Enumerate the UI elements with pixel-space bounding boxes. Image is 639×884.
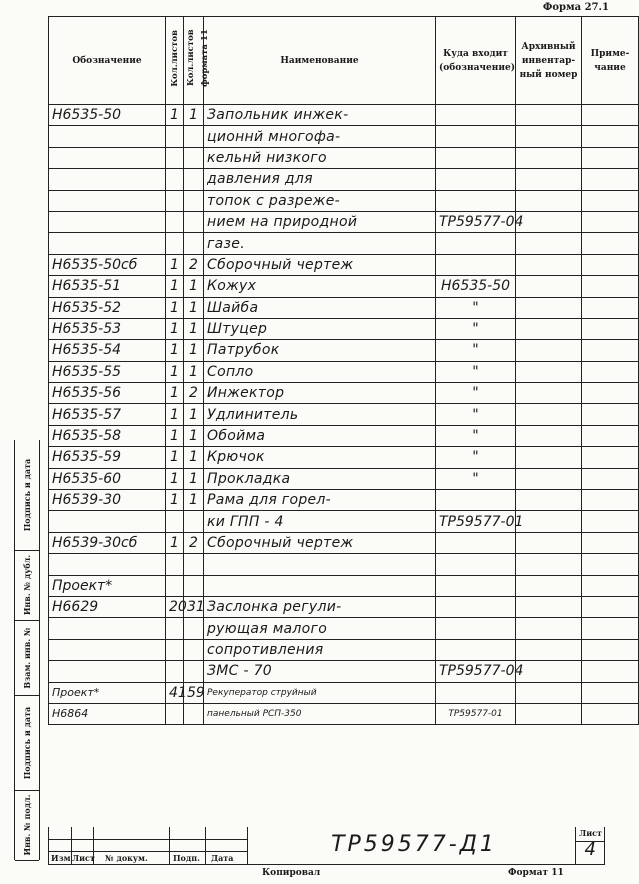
cell-designation: H6535-59: [49, 447, 166, 468]
cell-name: Штуцер: [204, 318, 436, 339]
cell-designation: [49, 169, 166, 190]
cell-sheets: [166, 147, 184, 168]
cell-format11: 2: [184, 532, 204, 553]
cell-sheets: 1: [166, 404, 184, 425]
cell-where-used: [436, 233, 516, 254]
cell-format11: [184, 511, 204, 532]
cell-archive-no: [516, 532, 582, 553]
cell-sheets: [166, 661, 184, 682]
stamp-list-label: Лист: [72, 853, 95, 863]
sheet-label: Лист: [579, 828, 602, 838]
cell-note: [582, 254, 639, 275]
cell-note: [582, 404, 639, 425]
cell-designation: [49, 554, 166, 575]
cell-note: [582, 682, 639, 703]
header-format11-count: Кол.листов формата 11: [184, 17, 204, 105]
cell-where-used: ": [436, 447, 516, 468]
cell-designation: H6535-53: [49, 318, 166, 339]
sidebar-inv-dup: Инв. № дубл.: [15, 550, 39, 621]
cell-where-used: [436, 254, 516, 275]
cell-sheets: [166, 639, 184, 660]
cell-archive-no: [516, 596, 582, 617]
cell-format11: [184, 661, 204, 682]
cell-sheets: [166, 211, 184, 232]
cell-designation: H6539-30: [49, 490, 166, 511]
cell-archive-no: [516, 425, 582, 446]
cell-designation: H6535-54: [49, 340, 166, 361]
cell-format11: 2: [184, 383, 204, 404]
cell-where-used: [436, 190, 516, 211]
cell-archive-no: [516, 511, 582, 532]
table-row: [49, 340, 639, 361]
cell-where-used: [436, 169, 516, 190]
cell-name: ки ГПП - 4: [204, 511, 436, 532]
cell-name: панельный РСП-350: [204, 703, 436, 724]
cell-name: Запольник инжек-: [204, 105, 436, 126]
table-row: [49, 297, 639, 318]
cell-designation: H6864: [49, 703, 166, 724]
cell-where-used: [436, 618, 516, 639]
cell-where-used: [436, 575, 516, 596]
cell-name: нием на природной: [204, 211, 436, 232]
cell-designation: [49, 211, 166, 232]
cell-sheets: [166, 169, 184, 190]
cell-name: сопротивления: [204, 639, 436, 660]
stamp-doc-no-label: № докум.: [105, 853, 148, 863]
cell-archive-no: [516, 276, 582, 297]
cell-sheets: 1: [166, 361, 184, 382]
cell-archive-no: [516, 211, 582, 232]
cell-where-used: [436, 682, 516, 703]
cell-format11: 1: [184, 425, 204, 446]
cell-archive-no: [516, 554, 582, 575]
left-margin-stamp: [14, 440, 40, 860]
cell-format11: 1: [184, 318, 204, 339]
cell-archive-no: [516, 254, 582, 275]
table-row: [49, 490, 639, 511]
table-row: [49, 468, 639, 489]
cell-designation: [49, 511, 166, 532]
cell-name: давления для: [204, 169, 436, 190]
cell-where-used: ": [436, 297, 516, 318]
cell-where-used: ": [436, 404, 516, 425]
table-row: [49, 532, 639, 553]
cell-note: [582, 147, 639, 168]
cell-note: [582, 105, 639, 126]
stamp-sign-label: Подп.: [173, 853, 200, 863]
cell-archive-no: [516, 297, 582, 318]
cell-sheets: [166, 126, 184, 147]
cell-where-used: ": [436, 361, 516, 382]
cell-designation: H6535-55: [49, 361, 166, 382]
cell-name: Сопло: [204, 361, 436, 382]
header-archive-no: Архивный инвентар-ный номер: [516, 17, 582, 105]
cell-note: [582, 425, 639, 446]
table-row: [49, 361, 639, 382]
cell-format11: [184, 554, 204, 575]
table-row: [49, 596, 639, 617]
cell-sheets: [166, 575, 184, 596]
cell-sheets: [166, 190, 184, 211]
table-row: [49, 447, 639, 468]
cell-note: [582, 340, 639, 361]
title-block: [48, 827, 605, 865]
cell-name: Шайба: [204, 297, 436, 318]
cell-designation: [49, 639, 166, 660]
cell-archive-no: [516, 575, 582, 596]
cell-where-used: [436, 126, 516, 147]
cell-where-used: [436, 532, 516, 553]
cell-note: [582, 447, 639, 468]
cell-where-used: [436, 147, 516, 168]
cell-where-used: [436, 596, 516, 617]
header-designation: Обозначение: [49, 17, 166, 105]
sidebar-inv-orig: Инв. № подл.: [15, 790, 39, 861]
cell-format11: [184, 190, 204, 211]
cell-format11: [184, 618, 204, 639]
cell-designation: [49, 661, 166, 682]
cell-designation: H6535-56: [49, 383, 166, 404]
cell-name: [204, 554, 436, 575]
cell-note: [582, 639, 639, 660]
cell-format11: 2: [184, 254, 204, 275]
cell-format11: 1: [184, 297, 204, 318]
table-row: [49, 276, 639, 297]
cell-archive-no: [516, 639, 582, 660]
cell-sheets: [166, 233, 184, 254]
cell-archive-no: [516, 661, 582, 682]
cell-name: рующая малого: [204, 618, 436, 639]
stamp-izm-label: Изм: [51, 853, 71, 863]
cell-format11: 1: [184, 276, 204, 297]
table-row: [49, 575, 639, 596]
cell-archive-no: [516, 361, 582, 382]
cell-where-used: ": [436, 383, 516, 404]
cell-sheets: 1: [166, 340, 184, 361]
cell-note: [582, 361, 639, 382]
cell-designation: [49, 126, 166, 147]
cell-format11: 1: [184, 490, 204, 511]
cell-designation: H6535-51: [49, 276, 166, 297]
cell-note: [582, 554, 639, 575]
cell-name: топок с разреже-: [204, 190, 436, 211]
table-row: [49, 703, 639, 724]
table-row: [49, 425, 639, 446]
cell-where-used: [436, 490, 516, 511]
table-header-row: [49, 17, 639, 105]
cell-archive-no: [516, 126, 582, 147]
cell-sheets: 1: [166, 490, 184, 511]
cell-format11: [184, 703, 204, 724]
cell-format11: [184, 639, 204, 660]
cell-archive-no: [516, 190, 582, 211]
cell-archive-no: [516, 383, 582, 404]
cell-where-used: TP59577-04: [436, 211, 516, 232]
sidebar-sign-date-2: Подпись и дата: [15, 440, 39, 551]
header-sheet-count: Кол.листов: [166, 17, 184, 105]
cell-designation: H6535-60: [49, 468, 166, 489]
table-row: [49, 661, 639, 682]
table-row: [49, 554, 639, 575]
cell-name: кельнй низкого: [204, 147, 436, 168]
table-row: [49, 682, 639, 703]
cell-note: [582, 468, 639, 489]
cell-note: [582, 126, 639, 147]
cell-format11: [184, 211, 204, 232]
cell-where-used: TP59577-04: [436, 661, 516, 682]
cell-format11: 1: [184, 468, 204, 489]
cell-note: [582, 490, 639, 511]
sidebar-sign-date-1: Подпись и дата: [15, 695, 39, 791]
cell-format11: [184, 126, 204, 147]
cell-format11: 1: [184, 340, 204, 361]
table-row: [49, 383, 639, 404]
cell-sheets: 20: [166, 596, 184, 617]
table-row: [49, 190, 639, 211]
cell-note: [582, 169, 639, 190]
cell-note: [582, 233, 639, 254]
cell-where-used: [436, 105, 516, 126]
document-number: TP59577-Д1: [331, 832, 497, 857]
sheet-number: 4: [584, 839, 596, 860]
table-row: [49, 169, 639, 190]
cell-format11: [184, 233, 204, 254]
cell-archive-no: [516, 318, 582, 339]
cell-archive-no: [516, 169, 582, 190]
cell-designation: [49, 233, 166, 254]
cell-note: [582, 532, 639, 553]
cell-note: [582, 661, 639, 682]
cell-designation: H6629: [49, 596, 166, 617]
cell-archive-no: [516, 468, 582, 489]
footer-format: Формат 11: [508, 868, 564, 878]
cell-archive-no: [516, 703, 582, 724]
cell-note: [582, 297, 639, 318]
cell-archive-no: [516, 147, 582, 168]
cell-sheets: 1: [166, 276, 184, 297]
cell-designation: [49, 147, 166, 168]
cell-format11: [184, 147, 204, 168]
cell-sheets: 1: [166, 254, 184, 275]
specification-table: [48, 16, 639, 725]
cell-format11: 1: [184, 404, 204, 425]
cell-name: Удлинитель: [204, 404, 436, 425]
table-row: [49, 639, 639, 660]
cell-note: [582, 511, 639, 532]
cell-archive-no: [516, 490, 582, 511]
cell-note: [582, 575, 639, 596]
cell-archive-no: [516, 682, 582, 703]
cell-where-used: [436, 639, 516, 660]
cell-format11: [184, 575, 204, 596]
cell-format11: 1: [184, 105, 204, 126]
cell-archive-no: [516, 340, 582, 361]
cell-sheets: 1: [166, 318, 184, 339]
cell-designation: H6535-58: [49, 425, 166, 446]
cell-note: [582, 596, 639, 617]
cell-format11: 1: [184, 447, 204, 468]
table-row: [49, 511, 639, 532]
cell-where-used: TP59577-01: [436, 703, 516, 724]
sidebar-replace-inv: Взам. инв. №: [15, 620, 39, 696]
table-row: [49, 404, 639, 425]
table-row: [49, 618, 639, 639]
cell-name: газе.: [204, 233, 436, 254]
cell-format11: 1: [184, 361, 204, 382]
cell-sheets: 1: [166, 383, 184, 404]
cell-designation: Проект*: [49, 575, 166, 596]
cell-note: [582, 318, 639, 339]
cell-where-used: ": [436, 340, 516, 361]
cell-name: Заслонка регули-: [204, 596, 436, 617]
stamp-date-label: Дата: [211, 853, 234, 863]
cell-sheets: 1: [166, 447, 184, 468]
cell-archive-no: [516, 618, 582, 639]
cell-archive-no: [516, 447, 582, 468]
cell-name: Прокладка: [204, 468, 436, 489]
cell-name: Сборочный чертеж: [204, 532, 436, 553]
cell-sheets: [166, 554, 184, 575]
cell-note: [582, 190, 639, 211]
cell-designation: H6535-57: [49, 404, 166, 425]
cell-format11: 59: [184, 682, 204, 703]
header-note: Приме-чание: [582, 17, 639, 105]
cell-format11: 31: [184, 596, 204, 617]
cell-archive-no: [516, 233, 582, 254]
cell-designation: [49, 190, 166, 211]
cell-name: ционнй многофа-: [204, 126, 436, 147]
form-label: Форма 27.1: [542, 2, 609, 13]
cell-note: [582, 211, 639, 232]
cell-sheets: 1: [166, 297, 184, 318]
cell-format11: [184, 169, 204, 190]
cell-note: [582, 276, 639, 297]
cell-where-used: ": [436, 468, 516, 489]
cell-sheets: 1: [166, 532, 184, 553]
footer-copied: Копировал: [262, 868, 321, 878]
cell-where-used: [436, 554, 516, 575]
cell-designation: H6535-52: [49, 297, 166, 318]
table-row: [49, 105, 639, 126]
cell-where-used: ": [436, 425, 516, 446]
table-row: [49, 254, 639, 275]
table-body: [49, 105, 639, 725]
cell-sheets: [166, 618, 184, 639]
cell-name: Инжектор: [204, 383, 436, 404]
header-where-used: Куда входит (обозначение): [436, 17, 516, 105]
cell-name: Крючок: [204, 447, 436, 468]
cell-designation: [49, 618, 166, 639]
cell-name: [204, 575, 436, 596]
header-name: Наименование: [204, 17, 436, 105]
cell-designation: H6539-30сб: [49, 532, 166, 553]
cell-name: Патрубок: [204, 340, 436, 361]
cell-sheets: 1: [166, 468, 184, 489]
table-row: [49, 233, 639, 254]
cell-name: Кожух: [204, 276, 436, 297]
cell-where-used: ": [436, 318, 516, 339]
cell-note: [582, 703, 639, 724]
cell-archive-no: [516, 105, 582, 126]
table-row: [49, 211, 639, 232]
cell-sheets: 1: [166, 105, 184, 126]
cell-note: [582, 383, 639, 404]
table-row: [49, 318, 639, 339]
cell-designation: Проект*: [49, 682, 166, 703]
cell-sheets: 41: [166, 682, 184, 703]
cell-name: Рекуператор струйный: [204, 682, 436, 703]
cell-sheets: [166, 511, 184, 532]
cell-sheets: 1: [166, 425, 184, 446]
cell-note: [582, 618, 639, 639]
cell-where-used: H6535-50: [436, 276, 516, 297]
cell-name: Рама для горел-: [204, 490, 436, 511]
cell-name: ЗМС - 70: [204, 661, 436, 682]
cell-where-used: TP59577-01: [436, 511, 516, 532]
cell-designation: H6535-50: [49, 105, 166, 126]
cell-name: Сборочный чертеж: [204, 254, 436, 275]
cell-archive-no: [516, 404, 582, 425]
cell-designation: H6535-50сб: [49, 254, 166, 275]
cell-name: Обойма: [204, 425, 436, 446]
table-row: [49, 126, 639, 147]
table-row: [49, 147, 639, 168]
cell-sheets: [166, 703, 184, 724]
